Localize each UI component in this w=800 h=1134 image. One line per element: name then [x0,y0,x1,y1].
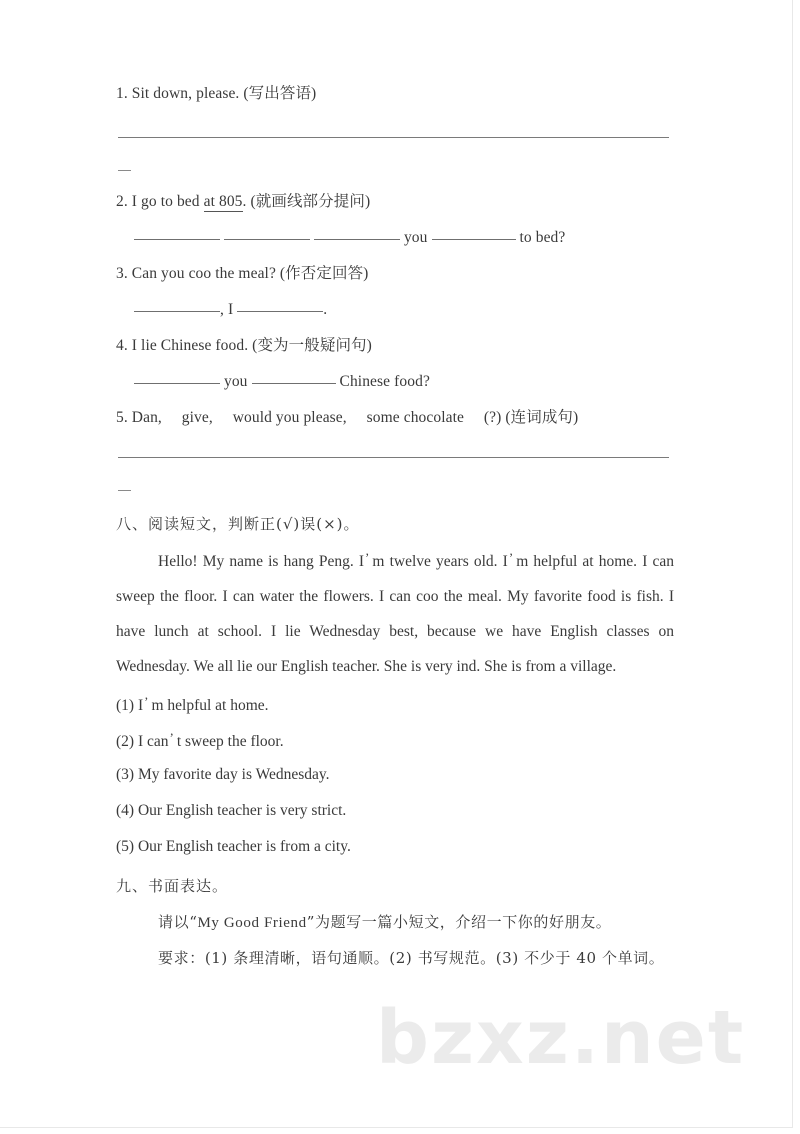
question-2-text [116,193,370,212]
question-2-blank-4[interactable] [432,239,516,240]
question-4-blank-1[interactable] [134,383,220,384]
question-4-text: 4. I lie Chinese food. (变为一般疑问句) [116,337,372,354]
question-4-word-you: you [223,373,248,390]
requirement-1-text: 条理清晰，语句通顺。 [233,949,390,967]
statement-1-text-a: (1) I [116,697,144,714]
passage-line-2: sweep the floor. I can water the flowers. I can coo the meal. My favorite food is fish. I [116,588,674,605]
question-3-answer-line [134,301,327,320]
writing-prompt-prefix: 请以 [158,913,190,931]
passage-line-3: have lunch at school. I lie Wednesday best, because we have English classes on [116,623,674,640]
question-1-answer-dash[interactable] [118,170,131,171]
requirement-3-num: (3) [495,949,519,967]
question-5-text: 5. Dan, give, would you please, some chocolate (?) (连词成句) [116,409,579,426]
passage-apostrophe-2: ’ [508,550,514,565]
section-eight-heading: 八、阅读短文，判断正(√)误(×)。 [116,515,360,533]
question-2-blank-1[interactable] [134,239,220,240]
question-5-answer-dash[interactable] [118,490,131,491]
question-2-word-tobed: to bed? [519,229,566,246]
question-2-blank-2[interactable] [224,239,310,240]
passage-line-1b: m twelve years old. I [372,553,508,570]
question-2-blank-3[interactable] [314,239,400,240]
question-3-text: 3. Can you coo the meal? (作否定回答) [116,265,369,282]
statement-5: (5) Our English teacher is from a city. [116,838,351,855]
question-3-blank-2[interactable] [237,311,323,312]
writing-requirements [158,947,664,968]
question-1-text: 1. Sit down, please. (写出答语) [116,85,317,102]
statement-2-apostrophe: ’ [169,730,174,745]
writing-prompt-quote-open: “ [189,913,198,931]
question-3-comma-i: , I [220,301,234,318]
question-2-underlined-part: at 805 [203,193,243,210]
requirement-2-text: 书写规范。 [417,949,496,967]
statement-2-text-b: t sweep the floor. [176,733,284,750]
question-1-answer-rule[interactable] [118,137,669,138]
passage-line-1c: m helpful at home. I can [516,553,674,570]
question-2-answer-line [134,229,565,248]
reading-passage [116,540,674,684]
statement-2 [116,730,284,751]
question-4-answer-line [134,373,430,392]
question-3-period: . [323,301,328,318]
statement-4: (4) Our English teacher is very strict. [116,802,347,819]
writing-prompt-quote-close: ” [306,913,315,931]
statement-1-apostrophe: ’ [144,694,149,709]
writing-prompt [158,911,611,932]
requirements-label: 要求： [158,949,205,967]
statement-2-text-a: (2) I can [116,733,169,750]
question-2-word-you: you [403,229,428,246]
question-2-suffix: . (就画线部分提问) [242,193,371,210]
section-nine-heading: 九、书面表达。 [116,877,229,895]
question-5-answer-rule[interactable] [118,457,669,458]
requirement-3-text: 不少于 40 个单词。 [524,949,665,967]
passage-line-1a: Hello! My name is hang Peng. I [158,553,365,570]
requirement-2-num: (2) [389,949,413,967]
question-4-word-food: Chinese food? [339,373,430,390]
statement-3: (3) My favorite day is Wednesday. [116,766,330,783]
statement-1 [116,694,269,715]
writing-prompt-title: My Good Friend [197,915,307,931]
question-3-blank-1[interactable] [134,311,220,312]
question-4-blank-2[interactable] [252,383,336,384]
passage-apostrophe-1: ’ [365,550,370,565]
site-watermark: bzxz.net [376,995,746,1081]
passage-line-4: Wednesday. We all lie our English teacher. She is very ind. She is from a village. [116,658,617,675]
writing-prompt-suffix: 为题写一篇小短文，介绍一下你的好朋友。 [315,913,612,931]
requirement-1-num: (1) [204,949,228,967]
statement-1-text-b: m helpful at home. [151,697,269,714]
question-2-prefix: 2. I go to bed [116,193,204,210]
